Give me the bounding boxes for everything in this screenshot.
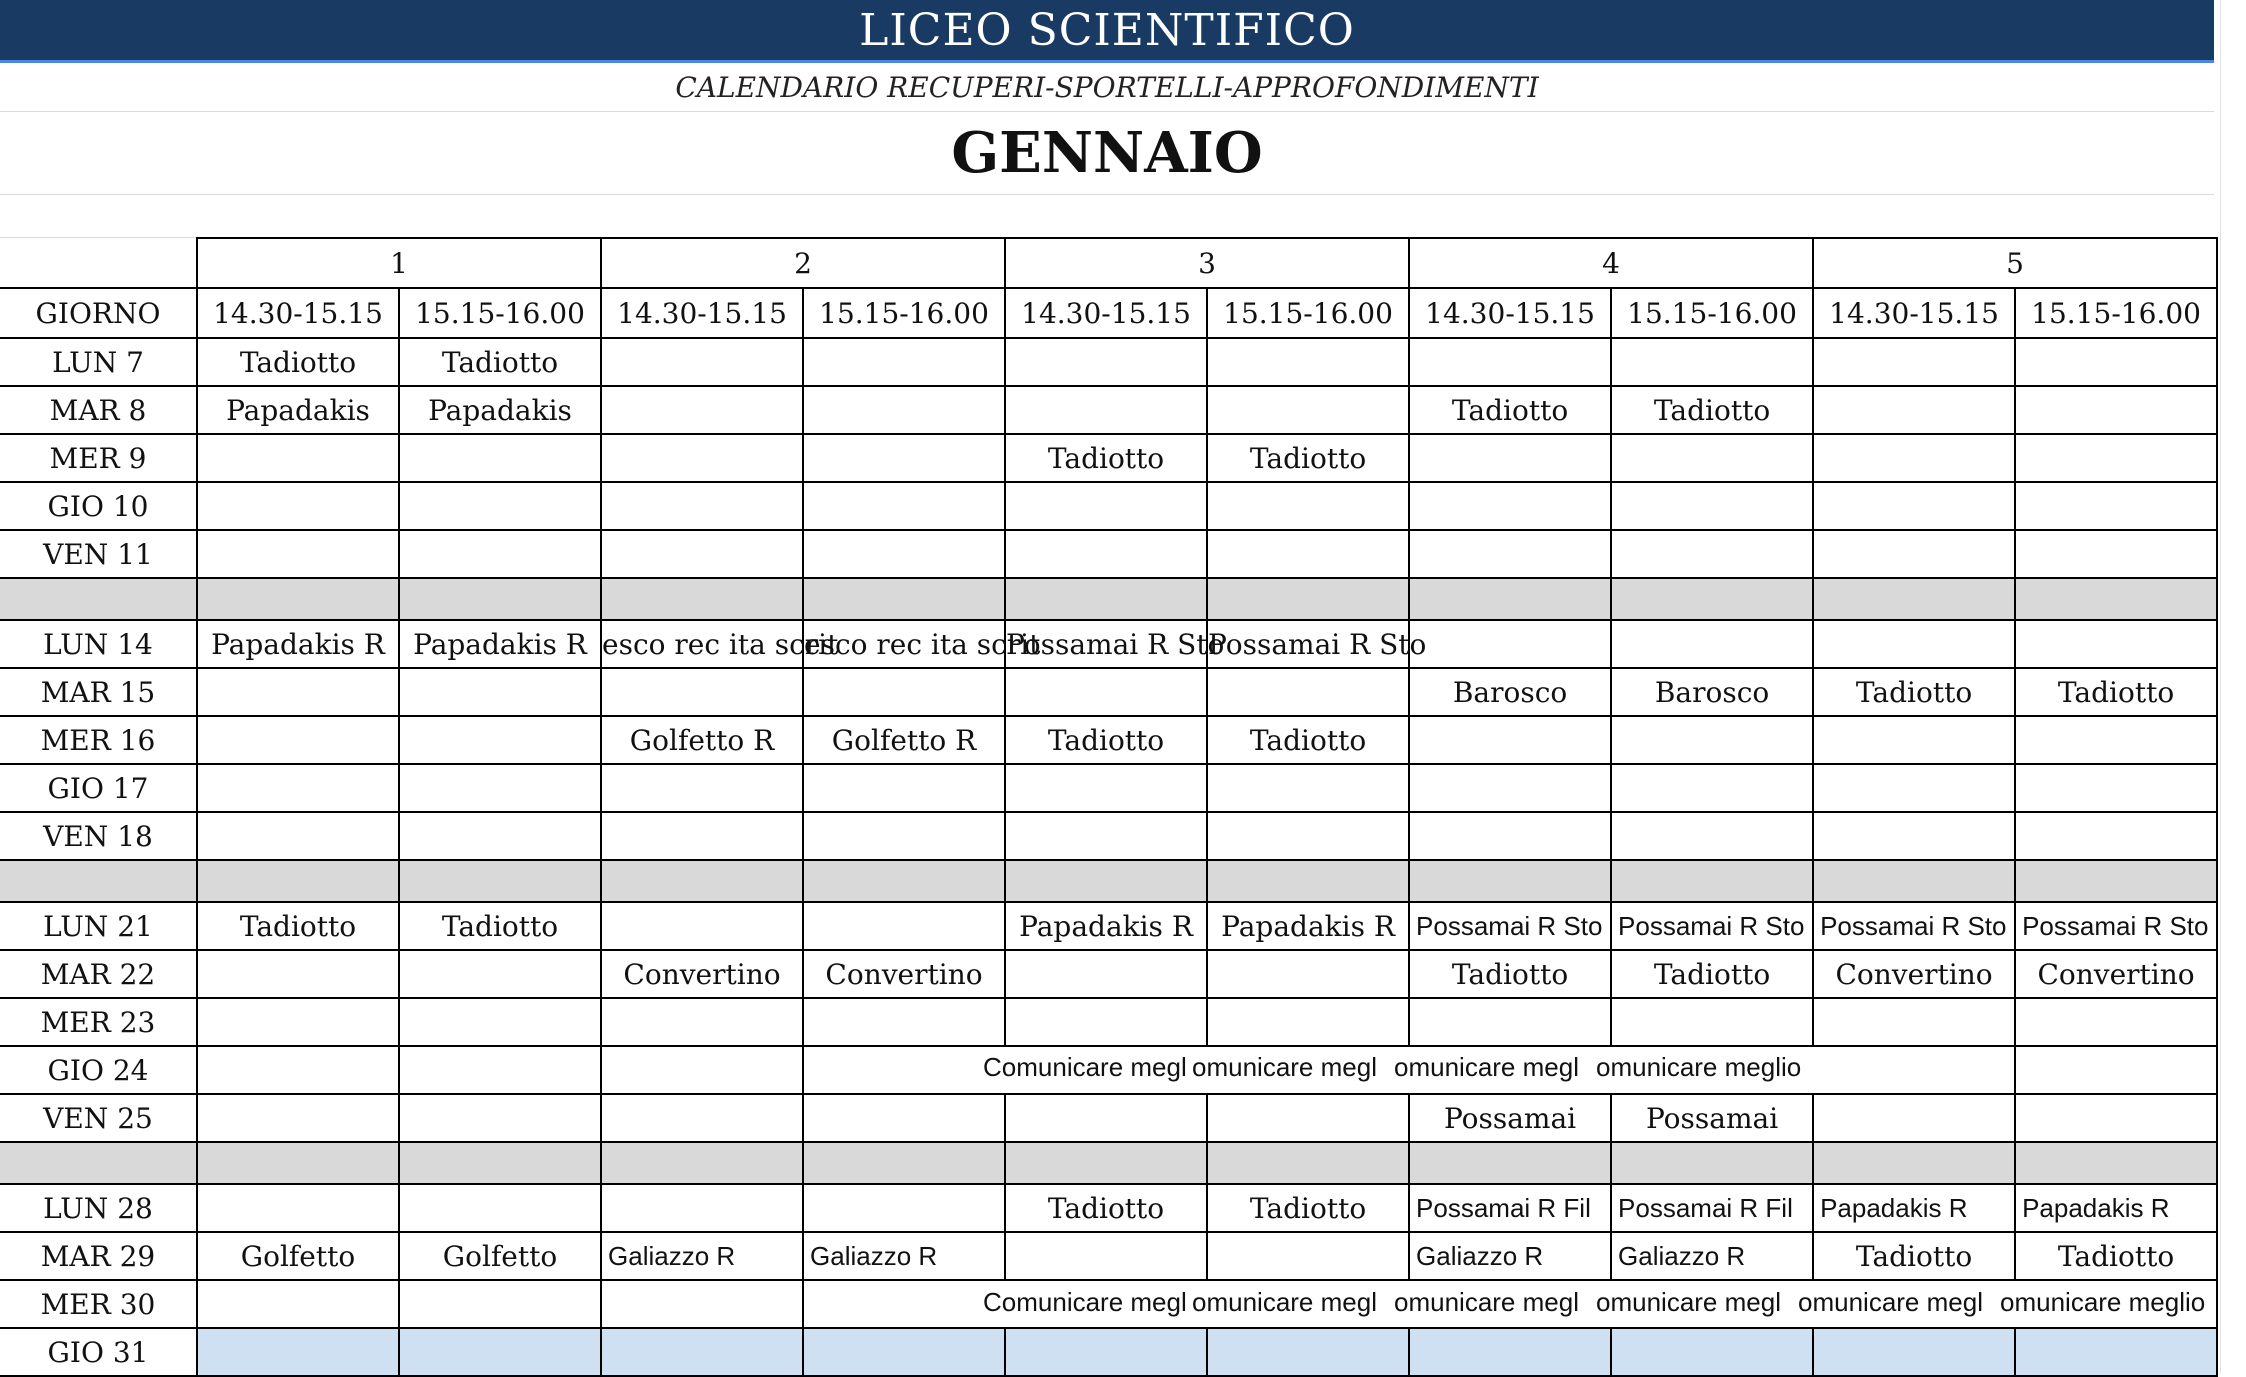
schedule-cell[interactable] (1409, 482, 1611, 530)
schedule-cell[interactable]: Possamai R Sto (1207, 620, 1409, 668)
schedule-cell[interactable] (2015, 620, 2217, 668)
schedule-cell[interactable] (2015, 998, 2217, 1046)
slot-header[interactable]: 15.15-16.00 (2015, 288, 2217, 338)
overflow-text: omunicare meglio (1596, 1052, 1802, 1082)
schedule-cell[interactable]: Possamai R Sto (1611, 902, 1813, 950)
schedule-cell[interactable]: Golfetto (197, 1232, 399, 1280)
schedule-cell[interactable]: Galiazzo R (803, 1232, 1005, 1280)
schedule-cell[interactable] (1813, 338, 2015, 386)
day-label[interactable]: GIO 17 (0, 764, 197, 812)
schedule-cell[interactable] (1813, 812, 2015, 860)
day-label[interactable]: GIO 10 (0, 482, 197, 530)
schedule-cell[interactable] (1005, 950, 1207, 998)
day-row (0, 1184, 2217, 1232)
schedule-cell[interactable]: Papadakis R (197, 620, 399, 668)
separator-cell[interactable] (1005, 578, 1207, 620)
schedule-cell[interactable]: Barosco (1611, 668, 1813, 716)
separator-cell[interactable] (1611, 578, 1813, 620)
slot-header[interactable]: 14.30-15.15 (601, 288, 803, 338)
schedule-cell[interactable] (399, 482, 601, 530)
schedule-cell[interactable] (1611, 482, 1813, 530)
day-label[interactable]: MER 23 (0, 998, 197, 1046)
schedule-cell[interactable]: Tadiotto (197, 902, 399, 950)
selected-cell[interactable] (601, 1328, 803, 1376)
day-row (0, 902, 2217, 950)
day-row (0, 1232, 2217, 1280)
selected-cell[interactable] (1813, 1328, 2015, 1376)
schedule-cell[interactable]: esco rec ita scrit (601, 620, 803, 668)
schedule-cell[interactable] (1813, 764, 2015, 812)
separator-cell[interactable] (1409, 1142, 1611, 1184)
schedule-cell[interactable] (399, 812, 601, 860)
day-row (0, 620, 2217, 668)
slot-header[interactable]: 14.30-15.15 (1409, 288, 1611, 338)
day-label[interactable]: VEN 11 (0, 530, 197, 578)
day-label[interactable]: MAR 15 (0, 668, 197, 716)
day-row (0, 1094, 2217, 1142)
schedule-cell[interactable]: esco rec ita scrit (803, 620, 1005, 668)
schedule-cell[interactable] (1207, 338, 1409, 386)
schedule-cell[interactable]: Tadiotto (1813, 668, 2015, 716)
schedule-cell[interactable] (2015, 530, 2217, 578)
schedule-cell[interactable] (1611, 620, 1813, 668)
schedule-cell[interactable]: Papadakis R (2015, 1184, 2217, 1232)
group-header-4[interactable]: 4 (1409, 238, 1813, 288)
separator-cell[interactable] (1005, 1142, 1207, 1184)
schedule-cell[interactable] (1005, 998, 1207, 1046)
separator-cell[interactable] (2015, 1142, 2217, 1184)
schedule-cell[interactable]: Tadiotto (1207, 1184, 1409, 1232)
schedule-cell[interactable] (1005, 482, 1207, 530)
selected-cell[interactable] (399, 1328, 601, 1376)
schedule-cell[interactable]: Tadiotto (1207, 716, 1409, 764)
separator-cell[interactable] (197, 578, 399, 620)
schedule-cell[interactable]: Tadiotto (1005, 434, 1207, 482)
schedule-cell[interactable] (601, 764, 803, 812)
schedule-cell[interactable] (1005, 386, 1207, 434)
schedule-cell[interactable] (1611, 764, 1813, 812)
schedule-cell[interactable]: Tadiotto (197, 338, 399, 386)
schedule-cell[interactable]: Tadiotto (1207, 434, 1409, 482)
day-label[interactable]: LUN 14 (0, 620, 197, 668)
slot-header[interactable]: 15.15-16.00 (399, 288, 601, 338)
schedule-cell[interactable] (803, 998, 1005, 1046)
schedule-cell[interactable] (601, 998, 803, 1046)
schedule-cell[interactable] (803, 482, 1005, 530)
schedule-cell[interactable] (2015, 1094, 2217, 1142)
separator-cell[interactable] (1207, 578, 1409, 620)
schedule-cell[interactable] (1813, 386, 2015, 434)
day-row (0, 668, 2217, 716)
schedule-cell[interactable] (1409, 716, 1611, 764)
slot-header[interactable]: 15.15-16.00 (1207, 288, 1409, 338)
separator-cell[interactable] (1813, 578, 2015, 620)
schedule-cell[interactable] (1611, 530, 1813, 578)
day-label[interactable]: LUN 28 (0, 1184, 197, 1232)
schedule-cell[interactable] (197, 668, 399, 716)
schedule-cell[interactable]: Papadakis R (1813, 1184, 2015, 1232)
schedule-cell[interactable]: Tadiotto (1409, 950, 1611, 998)
schedule-cell[interactable] (197, 764, 399, 812)
schedule-cell[interactable]: Papadakis R (1207, 902, 1409, 950)
schedule-cell[interactable] (1813, 434, 2015, 482)
overflow-text: omunicare meglio (2000, 1287, 2206, 1317)
schedule-cell[interactable] (803, 668, 1005, 716)
day-label[interactable]: LUN 7 (0, 338, 197, 386)
schedule-cell[interactable] (1207, 482, 1409, 530)
day-row (0, 812, 2217, 860)
schedule-cell[interactable] (1813, 620, 2015, 668)
schedule-cell[interactable]: Convertino (1813, 950, 2015, 998)
schedule-cell[interactable]: Possamai R Fil (1611, 1184, 1813, 1232)
separator-cell[interactable] (399, 578, 601, 620)
day-label[interactable]: VEN 18 (0, 812, 197, 860)
slot-header[interactable]: 15.15-16.00 (803, 288, 1005, 338)
schedule-cell[interactable] (803, 812, 1005, 860)
schedule-cell[interactable] (197, 950, 399, 998)
group-header-row (0, 238, 2217, 288)
schedule-cell[interactable]: Tadiotto (399, 902, 601, 950)
schedule-cell[interactable] (1813, 1094, 2015, 1142)
schedule-cell[interactable] (601, 1094, 803, 1142)
schedule-cell[interactable] (601, 482, 803, 530)
schedule-cell[interactable] (803, 530, 1005, 578)
schedule-cell[interactable] (2015, 482, 2217, 530)
separator-cell[interactable] (1207, 1142, 1409, 1184)
overflow-text: omunicare megl (1192, 1052, 1377, 1082)
separator-cell[interactable] (601, 578, 803, 620)
separator-cell[interactable] (0, 1142, 197, 1184)
separator-cell[interactable] (803, 578, 1005, 620)
schedule-cell[interactable] (399, 950, 601, 998)
school-title-banner[interactable]: LICEO SCIENTIFICO (0, 0, 2214, 63)
schedule-cell[interactable] (2015, 1046, 2217, 1094)
slot-header[interactable]: 15.15-16.00 (1611, 288, 1813, 338)
schedule-cell[interactable]: Convertino (803, 950, 1005, 998)
separator-cell[interactable] (399, 1142, 601, 1184)
separator-cell[interactable] (0, 578, 197, 620)
schedule-cell[interactable] (803, 764, 1005, 812)
schedule-cell[interactable]: Tadiotto (1005, 716, 1207, 764)
schedule-cell[interactable] (1409, 812, 1611, 860)
schedule-cell[interactable] (2015, 812, 2217, 860)
day-label[interactable]: MER 30 (0, 1280, 197, 1328)
schedule-cell[interactable] (197, 530, 399, 578)
schedule-cell[interactable] (1409, 434, 1611, 482)
schedule-cell[interactable]: Possamai (1409, 1094, 1611, 1142)
schedule-cell[interactable] (197, 1094, 399, 1142)
schedule-grid (0, 237, 2218, 1377)
schedule-cell[interactable] (399, 1184, 601, 1232)
overflow-text: omunicare megl (1394, 1287, 1579, 1317)
group-header-2[interactable]: 2 (601, 238, 1005, 288)
schedule-cell[interactable] (1813, 716, 2015, 764)
schedule-cell[interactable]: Golfetto R (601, 716, 803, 764)
schedule-cell[interactable] (601, 338, 803, 386)
separator-cell[interactable] (1813, 1142, 2015, 1184)
separator-cell[interactable] (2015, 860, 2217, 902)
separator-cell[interactable] (2015, 578, 2217, 620)
schedule-cell[interactable] (601, 1280, 803, 1328)
schedule-cell[interactable] (2015, 338, 2217, 386)
group-header-1[interactable]: 1 (197, 238, 601, 288)
schedule-cell[interactable] (1409, 530, 1611, 578)
schedule-cell[interactable] (399, 434, 601, 482)
schedule-cell[interactable] (2015, 716, 2217, 764)
day-column-header[interactable]: GIORNO (0, 288, 197, 338)
schedule-cell[interactable]: Tadiotto (1611, 386, 1813, 434)
schedule-cell[interactable] (1611, 812, 1813, 860)
separator-cell[interactable] (197, 860, 399, 902)
schedule-cell[interactable] (1611, 716, 1813, 764)
selected-cell[interactable] (1611, 1328, 1813, 1376)
schedule-cell[interactable] (1207, 764, 1409, 812)
separator-cell[interactable] (1611, 860, 1813, 902)
week-separator-row (0, 578, 2217, 620)
schedule-cell[interactable] (399, 1046, 601, 1094)
selected-cell[interactable] (1409, 1328, 1611, 1376)
slot-header-row (0, 288, 2217, 338)
schedule-cell[interactable]: Tadiotto (1813, 1232, 2015, 1280)
schedule-cell[interactable] (601, 668, 803, 716)
schedule-cell[interactable]: Papadakis (197, 386, 399, 434)
separator-cell[interactable] (803, 1142, 1005, 1184)
schedule-cell[interactable] (1207, 530, 1409, 578)
schedule-cell[interactable] (1813, 998, 2015, 1046)
schedule-cell[interactable] (399, 530, 601, 578)
overflow-text: omunicare megl (1798, 1287, 1983, 1317)
day-label[interactable]: GIO 31 (0, 1328, 197, 1376)
selected-cell[interactable] (803, 1328, 1005, 1376)
schedule-cell[interactable]: Barosco (1409, 668, 1611, 716)
selected-cell[interactable] (2015, 1328, 2217, 1376)
schedule-cell[interactable]: Tadiotto (1611, 950, 1813, 998)
day-label[interactable]: LUN 21 (0, 902, 197, 950)
schedule-cell[interactable] (803, 434, 1005, 482)
schedule-cell[interactable] (1005, 812, 1207, 860)
week-separator-row (0, 1142, 2217, 1184)
schedule-cell[interactable] (1409, 998, 1611, 1046)
selected-cell[interactable] (1207, 1328, 1409, 1376)
schedule-cell[interactable] (1409, 338, 1611, 386)
schedule-cell[interactable]: Papadakis R (399, 620, 601, 668)
schedule-cell[interactable]: Golfetto R (803, 716, 1005, 764)
separator-cell[interactable] (1409, 578, 1611, 620)
schedule-cell[interactable] (399, 1094, 601, 1142)
schedule-cell[interactable]: Convertino (601, 950, 803, 998)
schedule-cell[interactable]: Papadakis R (1005, 902, 1207, 950)
schedule-cell[interactable] (197, 434, 399, 482)
schedule-cell[interactable] (399, 668, 601, 716)
schedule-cell[interactable] (803, 1184, 1005, 1232)
schedule-cell[interactable] (803, 386, 1005, 434)
overflow-text: omunicare megl (1394, 1052, 1579, 1082)
day-row (0, 1328, 2217, 1376)
schedule-cell[interactable] (1207, 668, 1409, 716)
slot-header[interactable]: 14.30-15.15 (1813, 288, 2015, 338)
schedule-cell[interactable] (601, 434, 803, 482)
separator-cell[interactable] (399, 860, 601, 902)
schedule-cell[interactable] (1813, 530, 2015, 578)
schedule-cell[interactable] (601, 812, 803, 860)
day-row (0, 434, 2217, 482)
day-row (0, 764, 2217, 812)
schedule-cell[interactable] (803, 1094, 1005, 1142)
schedule-cell[interactable]: Galiazzo R (1611, 1232, 1813, 1280)
schedule-cell[interactable] (803, 338, 1005, 386)
schedule-cell[interactable] (1813, 482, 2015, 530)
schedule-cell[interactable] (2015, 764, 2217, 812)
separator-cell[interactable] (1409, 860, 1611, 902)
day-label[interactable]: MER 16 (0, 716, 197, 764)
schedule-cell[interactable]: Possamai R Sto (2015, 902, 2217, 950)
schedule-cell[interactable] (601, 530, 803, 578)
schedule-cell[interactable] (1005, 1094, 1207, 1142)
schedule-cell[interactable] (1409, 620, 1611, 668)
overflow-text: Comunicare megl (983, 1052, 1187, 1082)
separator-cell[interactable] (1005, 860, 1207, 902)
schedule-cell[interactable] (601, 1046, 803, 1094)
overflow-text: omunicare megl (1192, 1287, 1377, 1317)
schedule-cell[interactable]: Tadiotto (2015, 668, 2217, 716)
schedule-cell[interactable] (1611, 998, 1813, 1046)
schedule-cell[interactable]: Papadakis (399, 386, 601, 434)
day-row (0, 950, 2217, 998)
schedule-cell[interactable] (399, 1280, 601, 1328)
day-row (0, 530, 2217, 578)
empty-spreadsheet-row[interactable] (0, 195, 2214, 238)
schedule-cell[interactable]: Possamai R Sto (1813, 902, 2015, 950)
day-label[interactable]: MAR 29 (0, 1232, 197, 1280)
separator-cell[interactable] (601, 1142, 803, 1184)
slot-header[interactable]: 14.30-15.15 (1005, 288, 1207, 338)
day-label[interactable]: VEN 25 (0, 1094, 197, 1142)
schedule-cell[interactable] (1207, 998, 1409, 1046)
schedule-cell[interactable]: Possamai (1611, 1094, 1813, 1142)
day-label[interactable]: MER 9 (0, 434, 197, 482)
separator-cell[interactable] (197, 1142, 399, 1184)
schedule-cell[interactable] (1409, 764, 1611, 812)
schedule-cell[interactable] (399, 716, 601, 764)
overflow-text: omunicare megl (1596, 1287, 1781, 1317)
schedule-cell[interactable] (601, 1184, 803, 1232)
slot-header[interactable]: 14.30-15.15 (197, 288, 399, 338)
day-row (0, 338, 2217, 386)
day-label[interactable]: GIO 24 (0, 1046, 197, 1094)
sheet-right-gridline (2220, 0, 2221, 1374)
selected-cell[interactable] (1005, 1328, 1207, 1376)
schedule-cell[interactable] (1207, 950, 1409, 998)
schedule-cell[interactable]: Tadiotto (1409, 386, 1611, 434)
schedule-cell[interactable] (601, 386, 803, 434)
schedule-cell[interactable] (1005, 764, 1207, 812)
schedule-cell[interactable]: Tadiotto (2015, 1232, 2217, 1280)
schedule-cell[interactable] (803, 902, 1005, 950)
corner-cell[interactable] (0, 238, 197, 288)
separator-cell[interactable] (803, 860, 1005, 902)
calendar-subtitle[interactable]: CALENDARIO RECUPERI-SPORTELLI-APPROFONDIMENTI (0, 64, 2214, 112)
day-row (0, 998, 2217, 1046)
schedule-cell[interactable] (399, 764, 601, 812)
schedule-cell[interactable] (1005, 1232, 1207, 1280)
schedule-cell[interactable] (1207, 1232, 1409, 1280)
schedule-cell[interactable] (2015, 434, 2217, 482)
month-title[interactable]: GENNAIO (0, 112, 2214, 195)
day-row (0, 482, 2217, 530)
schedule-cell[interactable]: Convertino (2015, 950, 2217, 998)
day-row (0, 716, 2217, 764)
schedule-cell[interactable] (1207, 386, 1409, 434)
schedule-cell[interactable] (1207, 812, 1409, 860)
schedule-cell[interactable] (197, 1280, 399, 1328)
schedule-cell[interactable] (197, 1184, 399, 1232)
separator-cell[interactable] (0, 860, 197, 902)
schedule-cell[interactable] (1005, 668, 1207, 716)
schedule-cell[interactable]: Galiazzo R (601, 1232, 803, 1280)
overflow-text: Comunicare megl (983, 1287, 1187, 1317)
schedule-cell[interactable] (1611, 434, 1813, 482)
selected-cell[interactable] (197, 1328, 399, 1376)
schedule-cell[interactable] (197, 1046, 399, 1094)
schedule-cell[interactable] (601, 902, 803, 950)
schedule-cell[interactable]: Tadiotto (1005, 1184, 1207, 1232)
separator-cell[interactable] (1813, 860, 2015, 902)
schedule-cell[interactable] (197, 482, 399, 530)
day-label[interactable]: MAR 8 (0, 386, 197, 434)
schedule-cell[interactable]: Tadiotto (399, 338, 601, 386)
schedule-cell[interactable]: Galiazzo R (1409, 1232, 1611, 1280)
day-row (0, 386, 2217, 434)
schedule-cell[interactable] (1005, 338, 1207, 386)
schedule-cell[interactable] (1207, 1094, 1409, 1142)
schedule-cell[interactable]: Golfetto (399, 1232, 601, 1280)
schedule-cell[interactable] (197, 716, 399, 764)
schedule-cell[interactable]: Possamai R Sto (1409, 902, 1611, 950)
schedule-cell[interactable] (197, 812, 399, 860)
group-header-3[interactable]: 3 (1005, 238, 1409, 288)
separator-cell[interactable] (1611, 1142, 1813, 1184)
schedule-cell[interactable] (2015, 386, 2217, 434)
schedule-cell[interactable]: Possamai R Fil (1409, 1184, 1611, 1232)
separator-cell[interactable] (1207, 860, 1409, 902)
schedule-cell[interactable] (1005, 530, 1207, 578)
schedule-cell[interactable] (197, 998, 399, 1046)
day-label[interactable]: MAR 22 (0, 950, 197, 998)
schedule-cell[interactable] (1611, 338, 1813, 386)
week-separator-row (0, 860, 2217, 902)
separator-cell[interactable] (601, 860, 803, 902)
schedule-cell[interactable] (399, 998, 601, 1046)
group-header-5[interactable]: 5 (1813, 238, 2217, 288)
schedule-cell[interactable]: Possamai R Sto (1005, 620, 1207, 668)
